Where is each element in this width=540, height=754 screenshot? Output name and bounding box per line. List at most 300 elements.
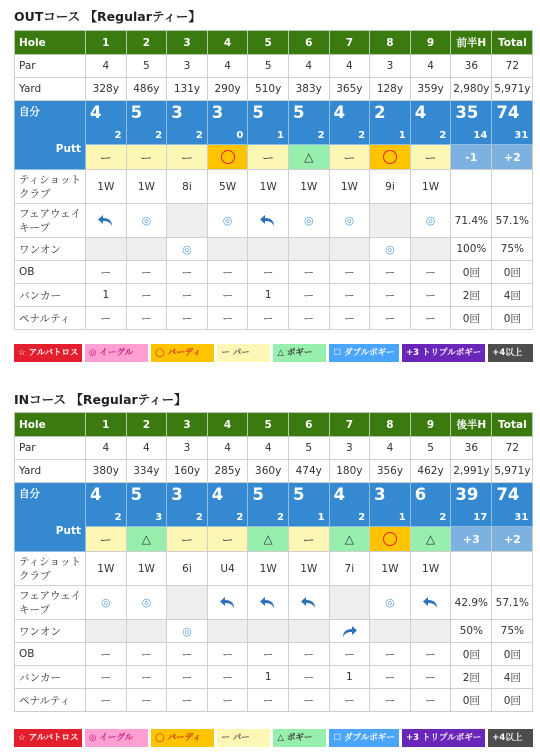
bunker-row-label: バンカー <box>15 666 86 689</box>
result-cell <box>370 527 411 552</box>
penalty-row-cell: ー <box>329 689 370 712</box>
one-on-row-total: 75% <box>492 238 533 261</box>
bunker-row-half-sum: 2回 <box>451 666 492 689</box>
legend-albatross: ☆ アルバトロス <box>14 344 82 362</box>
ob-row-cell: ー <box>329 643 370 666</box>
bunker-row-total: 4回 <box>492 284 533 307</box>
result-cell <box>329 145 370 170</box>
fairway-row-cell <box>410 586 451 620</box>
yard-row-cell: 290y <box>207 78 248 101</box>
par-mark: ー <box>302 532 315 547</box>
ob-row-cell: ー <box>370 261 411 284</box>
result-cell <box>248 527 289 552</box>
fairway-row-label-line: フェアウェイ <box>19 589 82 602</box>
penalty-row-cell: ー <box>248 689 289 712</box>
hit-mark: ◎ <box>425 214 436 227</box>
hole-number: 4 <box>207 31 248 55</box>
ob-row-total: 0回 <box>492 643 533 666</box>
half-sum-label: 前半H <box>451 31 492 55</box>
ob-row-cell: ー <box>167 643 208 666</box>
fairway-row-label-line: キープ <box>19 603 50 616</box>
legend-plus4: +4以上 <box>488 344 533 362</box>
putt-count: 3 <box>155 512 163 523</box>
result-cell <box>86 527 127 552</box>
hit-mark: ◎ <box>222 214 233 227</box>
hole-number: 5 <box>248 413 289 437</box>
ob-row-label: OB <box>15 643 86 666</box>
hit-mark: ◎ <box>385 596 395 609</box>
result-cell <box>126 145 167 170</box>
one-on-row-cell <box>329 238 370 261</box>
par-row-cell: 4 <box>288 55 329 78</box>
in-scorecard <box>14 412 533 712</box>
fairway-row-cell <box>207 204 248 238</box>
one-on-row-total: 75% <box>492 620 533 643</box>
legend-plus4: +4以上 <box>488 729 533 747</box>
hit-mark: ◎ <box>344 214 355 227</box>
score-label-cell <box>15 101 86 170</box>
total-label: Total <box>492 413 533 437</box>
penalty-row-total: 0回 <box>492 307 533 330</box>
stroke-count: 6 <box>414 485 427 504</box>
yard-row-cell: 510y <box>248 78 289 101</box>
ob-row-cell: ー <box>126 643 167 666</box>
par-row-cell: 4 <box>329 55 370 78</box>
penalty-row-label: ペナルティ <box>15 307 86 330</box>
total-label: Total <box>492 31 533 55</box>
penalty-row-cell: ー <box>329 307 370 330</box>
result-cell <box>167 145 208 170</box>
bunker-row-cell: ー <box>207 666 248 689</box>
score-cell <box>410 101 451 145</box>
fairway-row-cell <box>370 586 411 620</box>
legend-par: ー パー <box>217 344 270 362</box>
fairway-row-cell <box>410 204 451 238</box>
bunker-row <box>15 284 533 307</box>
ob-row-cell: ー <box>288 643 329 666</box>
par-mark: ー <box>99 532 112 547</box>
putt-count: 0 <box>236 130 244 141</box>
penalty-row-cell: ー <box>167 689 208 712</box>
stroke-count: 3 <box>171 103 183 122</box>
putt-label: Putt <box>55 143 81 155</box>
result-cell <box>410 145 451 170</box>
tee-club-label-line: ティショット <box>19 555 81 568</box>
ob-row-total: 0回 <box>492 261 533 284</box>
score-cell <box>288 101 329 145</box>
par-row-cell: 4 <box>86 55 127 78</box>
bunker-row-cell: ー <box>288 666 329 689</box>
yard-row-cell: 334y <box>126 460 167 483</box>
score-cell <box>126 483 167 527</box>
result-cell <box>410 527 451 552</box>
one-on-row-cell <box>329 620 370 643</box>
putt-count: 2 <box>114 512 122 523</box>
bunker-row-half-sum: 2回 <box>451 284 492 307</box>
penalty-row-cell: ー <box>126 689 167 712</box>
tee-club-label-line: クラブ <box>19 569 51 582</box>
fairway-row-label <box>15 586 86 620</box>
tee-club-row-cell: 1W <box>410 170 451 204</box>
tee-club-row-cell: 9i <box>370 170 411 204</box>
one-on-row-cell <box>288 238 329 261</box>
stroke-count: 4 <box>414 103 427 122</box>
par-row-total: 72 <box>492 55 533 78</box>
score-cell <box>329 483 370 527</box>
bogey-mark: △ <box>344 532 354 546</box>
score-cell <box>248 483 289 527</box>
stroke-count: 39 <box>455 485 479 504</box>
fairway-row-label-line: キープ <box>19 221 50 234</box>
penalty-row-half-sum: 0回 <box>451 307 492 330</box>
par-row-cell: 4 <box>86 437 127 460</box>
yard-row-total: 5,971y <box>492 78 533 101</box>
penalty-row-total: 0回 <box>492 689 533 712</box>
score-label-cell <box>15 483 86 552</box>
par-row-cell: 4 <box>410 55 451 78</box>
result-half-sum: -1 <box>451 145 492 170</box>
putt-count: 2 <box>358 130 366 141</box>
fairway-row-cell <box>167 204 208 238</box>
miss-left-arrow-icon <box>260 214 276 227</box>
score-label: 自分 <box>19 488 40 500</box>
result-cell <box>207 145 248 170</box>
hit-mark: ◎ <box>303 214 314 227</box>
stroke-count: 5 <box>252 485 264 504</box>
legend-par: ー パー <box>217 729 270 747</box>
hit-mark: ◎ <box>182 624 192 638</box>
fairway-row-cell <box>370 204 411 238</box>
legend-bogey: △ ボギー <box>273 729 326 747</box>
tee-club-row-label <box>15 170 86 204</box>
yard-row <box>15 460 533 483</box>
fairway-row-cell <box>288 204 329 238</box>
par-row-cell: 5 <box>126 55 167 78</box>
yard-row-cell: 285y <box>207 460 248 483</box>
yard-row-cell: 356y <box>370 460 411 483</box>
legend-birdie: ◯ バーディ <box>151 729 214 747</box>
bunker-row-cell: 1 <box>329 666 370 689</box>
legend-double: ☐ ダブルボギー <box>329 729 399 747</box>
tee-club-row-cell: 1W <box>288 170 329 204</box>
penalty-row-half-sum: 0回 <box>451 689 492 712</box>
par-row-cell: 5 <box>248 55 289 78</box>
one-on-row-cell <box>167 238 208 261</box>
legend-bogey: △ ボギー <box>273 344 326 362</box>
tee-club-row <box>15 552 533 586</box>
penalty-row-label: ペナルティ <box>15 689 86 712</box>
bunker-row-cell: ー <box>329 284 370 307</box>
stroke-count: 4 <box>333 103 346 122</box>
bunker-row-cell: ー <box>167 284 208 307</box>
yard-row-half-sum: 2,991y <box>451 460 492 483</box>
yard-row-cell: 380y <box>86 460 127 483</box>
hole-number: 1 <box>86 413 127 437</box>
score-cell <box>329 101 370 145</box>
par-row-cell: 4 <box>370 437 411 460</box>
bunker-row-cell: 1 <box>248 284 289 307</box>
stroke-count: 74 <box>496 103 520 122</box>
yard-row-cell: 474y <box>288 460 329 483</box>
bunker-row-cell: 1 <box>86 284 127 307</box>
bunker-row-cell: ー <box>167 666 208 689</box>
yard-row <box>15 78 533 101</box>
par-row <box>15 55 533 78</box>
one-on-row-cell <box>207 238 248 261</box>
score-total <box>492 101 533 145</box>
one-on-row-cell <box>288 620 329 643</box>
legend-albatross: ☆ アルバトロス <box>14 729 82 747</box>
tee-club-row-cell: 1W <box>86 170 127 204</box>
legend-eagle: ◎ イーグル <box>85 729 148 747</box>
hole-number: 1 <box>86 31 127 55</box>
miss-right-arrow-icon <box>341 625 357 637</box>
putt-count: 2 <box>277 512 284 523</box>
yard-row-cell: 360y <box>248 460 289 483</box>
result-cell <box>288 527 329 552</box>
par-row-cell: 4 <box>126 437 167 460</box>
one-on-row-cell <box>370 620 411 643</box>
tee-club-row-cell: 1W <box>248 552 289 586</box>
result-total: +2 <box>492 145 533 170</box>
one-on-row-cell <box>410 620 451 643</box>
out-legend <box>14 344 533 362</box>
bunker-row-cell: ー <box>86 666 127 689</box>
tee-club-row-cell: 1W <box>126 552 167 586</box>
birdie-mark <box>221 150 235 164</box>
tee-club-row-cell: 5W <box>207 170 248 204</box>
fairway-row <box>15 586 533 620</box>
hole-number: 3 <box>167 31 208 55</box>
tee-club-row-cell: 6i <box>167 552 208 586</box>
fairway-row <box>15 204 533 238</box>
result-row <box>15 527 533 552</box>
tee-club-label-line: ティショット <box>19 173 81 186</box>
stroke-count: 4 <box>333 485 346 504</box>
par-row-cell: 5 <box>288 437 329 460</box>
penalty-row-cell: ー <box>207 307 248 330</box>
ob-row-half-sum: 0回 <box>451 261 492 284</box>
score-row <box>15 483 533 527</box>
legend-eagle: ◎ イーグル <box>85 344 148 362</box>
legend-birdie: ◯ バーディ <box>151 344 214 362</box>
score-cell <box>288 483 329 527</box>
fairway-row-total: 57.1% <box>492 204 533 238</box>
penalty-row-cell: ー <box>370 689 411 712</box>
stroke-count: 2 <box>374 103 386 122</box>
stroke-count: 74 <box>496 485 520 504</box>
tee-club-row-total <box>492 552 533 586</box>
bunker-row-cell: ー <box>288 284 329 307</box>
score-cell <box>248 101 289 145</box>
one-on-row-cell <box>248 238 289 261</box>
half-sum-label: 後半H <box>451 413 492 437</box>
one-on-row-label <box>15 620 86 643</box>
yard-row-half-sum: 2,980y <box>451 78 492 101</box>
tee-club-row-cell: U4 <box>207 552 248 586</box>
fairway-row-label-line: フェアウェイ <box>19 207 82 220</box>
par-row-cell: 4 <box>248 437 289 460</box>
bogey-mark: △ <box>141 532 151 546</box>
par-row-cell: 5 <box>410 437 451 460</box>
ob-row-cell: ー <box>86 261 127 284</box>
par-mark: ー <box>424 150 437 165</box>
score-half-sum <box>451 483 492 527</box>
ob-row-label: OB <box>15 261 86 284</box>
fairway-row-cell <box>167 586 208 620</box>
par-row-cell: 3 <box>329 437 370 460</box>
birdie-mark <box>383 532 397 546</box>
legend-triple: +3 トリプルボギー <box>402 344 485 362</box>
miss-left-arrow-icon <box>301 596 317 609</box>
fairway-row-cell <box>288 586 329 620</box>
one-on-row-label-line: ワンオン <box>19 625 61 638</box>
score-half-sum <box>451 101 492 145</box>
putt-count: 2 <box>317 130 325 141</box>
hit-mark: ◎ <box>182 242 192 256</box>
result-cell <box>329 527 370 552</box>
hole-number: 8 <box>370 31 411 55</box>
stroke-count: 4 <box>90 103 102 122</box>
yard-row-label: Yard <box>15 78 86 101</box>
hole-header-row <box>15 413 533 437</box>
bogey-mark: △ <box>263 532 273 546</box>
score-cell <box>370 101 411 145</box>
legend-double: ☐ ダブルボギー <box>329 344 399 362</box>
par-row-cell: 3 <box>370 55 411 78</box>
penalty-row-cell: ー <box>167 307 208 330</box>
par-row-cell: 3 <box>167 437 208 460</box>
hole-header-row <box>15 31 533 55</box>
fairway-row-total: 57.1% <box>492 586 533 620</box>
penalty-row-cell: ー <box>410 307 451 330</box>
tee-club-row-half-sum <box>451 552 492 586</box>
score-cell <box>167 101 208 145</box>
hit-mark: ◎ <box>100 596 111 609</box>
bogey-mark: △ <box>425 532 436 546</box>
par-mark: ー <box>221 532 234 547</box>
birdie-mark <box>383 150 397 164</box>
one-on-row-cell <box>86 238 127 261</box>
result-cell <box>288 145 329 170</box>
hole-number: 6 <box>288 31 329 55</box>
hole-number: 2 <box>126 31 167 55</box>
putt-count: 2 <box>114 130 122 141</box>
stroke-count: 3 <box>171 485 183 504</box>
putt-count: 1 <box>398 130 406 141</box>
ob-row-cell: ー <box>410 261 451 284</box>
score-cell <box>86 101 127 145</box>
par-mark: ー <box>180 532 193 547</box>
score-cell <box>410 483 451 527</box>
putt-count: 2 <box>439 130 447 141</box>
putt-count: 2 <box>155 130 163 141</box>
penalty-row <box>15 307 533 330</box>
fairway-row-half-sum: 71.4% <box>451 204 492 238</box>
tee-club-row-cell: 1W <box>370 552 411 586</box>
fairway-row-cell <box>207 586 248 620</box>
miss-left-arrow-icon <box>220 596 236 609</box>
yard-row-cell: 383y <box>288 78 329 101</box>
hole-number: 6 <box>288 413 329 437</box>
putt-count: 2 <box>358 512 366 523</box>
hole-number: 2 <box>126 413 167 437</box>
tee-club-row-total <box>492 170 533 204</box>
one-on-row-half-sum: 50% <box>451 620 492 643</box>
hole-number: 8 <box>370 413 411 437</box>
tee-club-label-line: クラブ <box>19 187 51 200</box>
one-on-row-cell <box>248 620 289 643</box>
penalty-row-cell: ー <box>288 689 329 712</box>
result-cell <box>167 527 208 552</box>
fairway-row-cell <box>329 204 370 238</box>
ob-row-cell: ー <box>167 261 208 284</box>
one-on-row-cell <box>370 238 411 261</box>
in-legend <box>14 729 533 747</box>
out-course-title: OUTコース 【Regularティー】 <box>14 9 201 24</box>
stroke-count: 5 <box>130 103 143 122</box>
stroke-count: 5 <box>292 485 305 504</box>
yard-row-cell: 328y <box>86 78 127 101</box>
result-cell <box>370 145 411 170</box>
tee-club-row-cell: 1W <box>248 170 289 204</box>
bunker-row-cell: ー <box>126 666 167 689</box>
result-cell <box>207 527 248 552</box>
yard-row-total: 5,971y <box>492 460 533 483</box>
fairway-row-cell <box>86 204 127 238</box>
bogey-mark: △ <box>304 150 314 164</box>
fairway-row-cell <box>248 204 289 238</box>
par-row-label: Par <box>15 55 86 78</box>
putt-count: 17 <box>473 512 488 523</box>
one-on-row-cell <box>86 620 127 643</box>
one-on-row-cell <box>167 620 208 643</box>
score-cell <box>370 483 411 527</box>
fairway-row-label <box>15 204 86 238</box>
putt-label: Putt <box>55 525 81 537</box>
one-on-row <box>15 620 533 643</box>
result-cell <box>86 145 127 170</box>
tee-club-row-label <box>15 552 86 586</box>
fairway-row-cell <box>86 586 127 620</box>
putt-count: 2 <box>195 512 203 523</box>
penalty-row-cell: ー <box>126 307 167 330</box>
tee-club-row-cell: 8i <box>167 170 208 204</box>
bunker-row-label: バンカー <box>15 284 86 307</box>
putt-count: 1 <box>317 512 325 523</box>
score-cell <box>207 483 248 527</box>
yard-row-cell: 128y <box>370 78 411 101</box>
out-scorecard <box>14 30 533 330</box>
miss-left-arrow-icon <box>98 214 114 227</box>
tee-club-row-cell: 1W <box>288 552 329 586</box>
in-course-title: INコース 【Regularティー】 <box>14 392 187 407</box>
yard-row-cell: 462y <box>410 460 451 483</box>
score-total <box>492 483 533 527</box>
ob-row-cell: ー <box>329 261 370 284</box>
one-on-row-cell <box>410 238 451 261</box>
par-row-cell: 4 <box>207 437 248 460</box>
tee-club-row-cell: 1W <box>126 170 167 204</box>
stroke-count: 35 <box>455 103 479 122</box>
one-on-row-cell <box>126 238 167 261</box>
bunker-row-total: 4回 <box>492 666 533 689</box>
hole-number: 3 <box>167 413 208 437</box>
legend-triple: +3 トリプルボギー <box>402 729 485 747</box>
yard-row-cell: 365y <box>329 78 370 101</box>
ob-row-cell: ー <box>410 643 451 666</box>
bunker-row-cell: ー <box>370 666 411 689</box>
